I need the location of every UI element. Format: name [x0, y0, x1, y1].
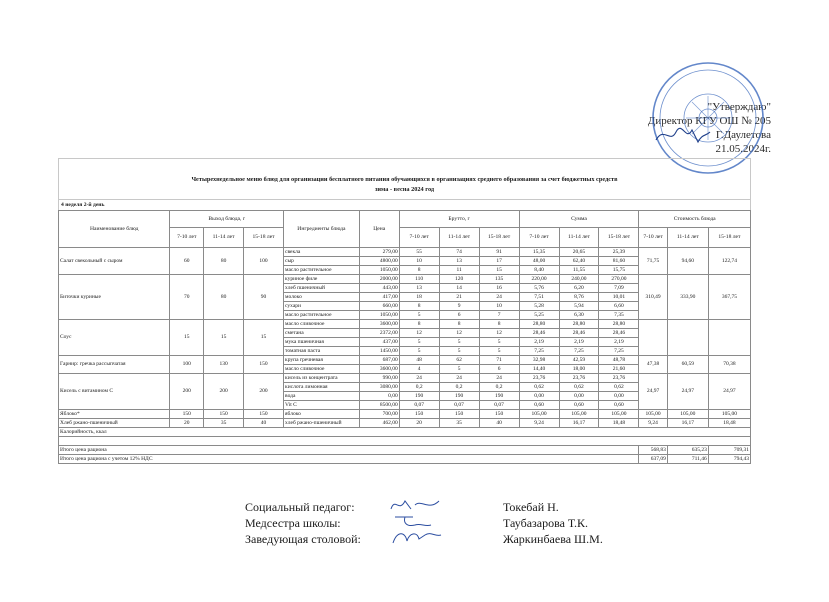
- ingredient-gross: 8: [399, 266, 439, 275]
- ingredient-price: 2372,00: [359, 329, 399, 338]
- vat-total-row: [59, 455, 751, 464]
- ingredient-price: 462,00: [359, 419, 399, 428]
- dish-cost: 9,24: [639, 419, 667, 428]
- ingredient-gross: 5: [439, 365, 479, 374]
- ingredient-sum: 0,62: [559, 383, 599, 392]
- dish-cost: 105,00: [708, 410, 750, 419]
- ingredient-price: 437,00: [359, 338, 399, 347]
- ingredient-gross: 71: [479, 356, 519, 365]
- header-age: 11-14 лет: [559, 228, 599, 248]
- ingredient-sum: 270,00: [599, 275, 639, 284]
- ingredient-gross: 7: [479, 311, 519, 320]
- ingredient-sum: 105,00: [519, 410, 559, 419]
- ingredient-name: крупа гречневая: [284, 356, 360, 365]
- ingredient-price: 700,00: [359, 410, 399, 419]
- signature-row: [245, 532, 645, 548]
- dish-name: Гарнир: гречка рассыпчатая: [59, 356, 170, 374]
- table-row: [59, 374, 751, 383]
- dish-name: Хлеб ржано-пшеничный: [59, 419, 170, 428]
- ingredient-gross: 24: [479, 374, 519, 383]
- ingredient-gross: 62: [439, 356, 479, 365]
- ingredient-gross: 14: [439, 284, 479, 293]
- ingredient-gross: 11: [439, 266, 479, 275]
- ingredient-gross: 17: [479, 257, 519, 266]
- ingredient-sum: 5,76: [519, 284, 559, 293]
- ingredient-gross: 24: [479, 293, 519, 302]
- ingredient-gross: 8: [399, 320, 439, 329]
- signature-name: Таубазарова Т.К.: [503, 516, 589, 530]
- ration-total-row: [59, 446, 751, 455]
- table-row: [59, 248, 751, 257]
- ingredient-price: 687,00: [359, 356, 399, 365]
- approval-line-1: "Утверждаю": [707, 101, 771, 113]
- dish-output: 40: [244, 419, 284, 428]
- ingredient-sum: 23,76: [519, 374, 559, 383]
- ingredient-sum: 6,30: [559, 311, 599, 320]
- ingredient-sum: 25,39: [599, 248, 639, 257]
- ingredient-price: 660,00: [359, 302, 399, 311]
- dish-output: 60: [170, 248, 204, 275]
- ingredient-gross: 10: [479, 302, 519, 311]
- dish-output: 200: [244, 374, 284, 410]
- dish-name: Яблоко*: [59, 410, 170, 419]
- ingredient-sum: 0,00: [519, 392, 559, 401]
- ingredient-sum: 7,25: [599, 347, 639, 356]
- ingredient-gross: 5: [479, 338, 519, 347]
- header-ingredients: Ингредиенты блюда: [284, 211, 360, 248]
- ingredient-sum: 15,35: [519, 248, 559, 257]
- document-title: Четырехнедельное меню блюд для организации бесплатного питания обучающихся в организациях среднего образования за счет бюджетных средств: [191, 176, 618, 183]
- ingredient-sum: 20,65: [559, 248, 599, 257]
- ingredient-gross: 150: [479, 410, 519, 419]
- header-price: Цена: [359, 211, 399, 248]
- ingredient-gross: 135: [479, 275, 519, 284]
- dish-output: 130: [204, 356, 244, 374]
- ingredient-gross: 10: [399, 257, 439, 266]
- signature-role: Медсестра школы:: [245, 516, 341, 530]
- ingredient-sum: 28,80: [559, 320, 599, 329]
- ingredient-sum: 7,09: [599, 284, 639, 293]
- dish-cost: 71,75: [639, 248, 667, 275]
- ingredient-price: 1050,00: [359, 266, 399, 275]
- header-age: 15-18 лет: [599, 228, 639, 248]
- ingredient-gross: 120: [439, 275, 479, 284]
- ingredient-sum: 6,60: [599, 302, 639, 311]
- ingredient-price: 990,00: [359, 374, 399, 383]
- header-age: 15-18 лет: [479, 228, 519, 248]
- dish-cost: 70,38: [708, 356, 750, 374]
- dish-name: Соус: [59, 320, 170, 356]
- ingredient-sum: 220,00: [519, 275, 559, 284]
- ingredient-gross: 15: [479, 266, 519, 275]
- ingredient-sum: 62,40: [559, 257, 599, 266]
- ingredient-sum: 7,25: [559, 347, 599, 356]
- ingredient-sum: 9,24: [519, 419, 559, 428]
- ingredient-sum: 48,78: [599, 356, 639, 365]
- ingredient-sum: 0,60: [599, 401, 639, 410]
- ingredient-price: 443,00: [359, 284, 399, 293]
- ingredient-price: 417,00: [359, 293, 399, 302]
- dish-output: 150: [244, 410, 284, 419]
- header-gross: Брутто, г: [399, 211, 519, 228]
- ingredient-gross: 12: [479, 329, 519, 338]
- dish-output: 150: [170, 410, 204, 419]
- header-age: 15-18 лет: [244, 228, 284, 248]
- ingredient-gross: 5: [399, 347, 439, 356]
- dish-name: Кисель с витамином С: [59, 374, 170, 410]
- ingredient-name: вода: [284, 392, 360, 401]
- total-value: 711,46: [667, 455, 708, 464]
- ingredient-price: 4800,00: [359, 257, 399, 266]
- table-row: [59, 275, 751, 284]
- header-age: 7-10 лет: [519, 228, 559, 248]
- signature-role: Социальный педагог:: [245, 500, 355, 514]
- dish-output: 35: [204, 419, 244, 428]
- total-value: 568,83: [639, 446, 667, 455]
- dish-output: 20: [170, 419, 204, 428]
- header-cost: Стоимость блюда: [639, 211, 751, 228]
- header-age: 11-14 лет: [667, 228, 708, 248]
- ingredient-sum: 10,01: [599, 293, 639, 302]
- ingredient-sum: 8,76: [559, 293, 599, 302]
- ingredient-sum: 0,62: [519, 383, 559, 392]
- ingredient-name: молоко: [284, 293, 360, 302]
- ingredient-sum: 5,94: [559, 302, 599, 311]
- ingredient-sum: 0,60: [519, 401, 559, 410]
- dish-output: 80: [204, 248, 244, 275]
- approval-line-2: Директор КГУ ОШ № 205: [647, 115, 771, 127]
- director-signature-icon: [652, 122, 712, 148]
- ingredient-gross: 21: [439, 293, 479, 302]
- dish-cost: 60,59: [667, 356, 708, 374]
- ingredient-price: 3080,00: [359, 383, 399, 392]
- ingredient-gross: 8: [479, 320, 519, 329]
- dish-name: Салат свекольный с сыром: [59, 248, 170, 275]
- blank-row: [59, 437, 751, 446]
- ingredient-name: куриное филе: [284, 275, 360, 284]
- header-age: 11-14 лет: [204, 228, 244, 248]
- ingredient-price: 3600,00: [359, 365, 399, 374]
- ingredient-sum: 0,60: [559, 401, 599, 410]
- ingredient-sum: 23,76: [599, 374, 639, 383]
- ingredient-gross: 110: [399, 275, 439, 284]
- ingredient-name: масло растительное: [284, 311, 360, 320]
- dish-output: 15: [204, 320, 244, 356]
- table-row: [59, 419, 751, 428]
- ingredient-name: яблоко: [284, 410, 360, 419]
- ingredient-gross: 8: [399, 302, 439, 311]
- ingredient-sum: 240,00: [559, 275, 599, 284]
- dish-cost: 105,00: [639, 410, 667, 419]
- ingredient-gross: 91: [479, 248, 519, 257]
- ingredient-gross: 0,2: [439, 383, 479, 392]
- ingredient-gross: 190: [399, 392, 439, 401]
- ingredient-name: томатная паста: [284, 347, 360, 356]
- dish-output: 200: [170, 374, 204, 410]
- ingredient-gross: 0,07: [479, 401, 519, 410]
- dish-cost: 47,38: [639, 356, 667, 374]
- ingredient-sum: 2,19: [559, 338, 599, 347]
- ingredient-gross: 190: [479, 392, 519, 401]
- signature-name: Токебай Н.: [503, 500, 559, 514]
- ingredient-sum: 14,40: [519, 365, 559, 374]
- dish-cost: 310,49: [639, 275, 667, 320]
- ingredient-name: свекла: [284, 248, 360, 257]
- signature-role: Заведующая столовой:: [245, 532, 361, 546]
- total-value: 635,23: [667, 446, 708, 455]
- blank-cell: [59, 437, 751, 446]
- ingredient-price: 2000,00: [359, 275, 399, 284]
- ingredient-sum: 28,80: [599, 320, 639, 329]
- header-age: 7-10 лет: [170, 228, 204, 248]
- ingredient-sum: 0,62: [599, 383, 639, 392]
- dish-output: 150: [244, 356, 284, 374]
- ingredient-price: 8500,00: [359, 401, 399, 410]
- dish-cost: 24,97: [667, 374, 708, 410]
- menu-table: [58, 210, 751, 464]
- dish-cost: 94,60: [667, 248, 708, 275]
- ingredient-name: хлеб пшеничный: [284, 284, 360, 293]
- ingredient-sum: 28,46: [519, 329, 559, 338]
- header-sum: Сумма: [519, 211, 639, 228]
- ingredient-name: кисель из концентрата: [284, 374, 360, 383]
- dish-cost: 367,75: [708, 275, 750, 320]
- ingredient-sum: 48,00: [519, 257, 559, 266]
- ingredient-gross: 190: [439, 392, 479, 401]
- ingredient-sum: 15,75: [599, 266, 639, 275]
- ingredient-gross: 74: [439, 248, 479, 257]
- dish-output: 80: [204, 275, 244, 320]
- total-label: Итого цена рациона с учетом 12% НДС: [59, 455, 639, 464]
- ingredient-sum: 7,51: [519, 293, 559, 302]
- ingredient-sum: 2,19: [519, 338, 559, 347]
- ingredient-sum: 5,25: [519, 311, 559, 320]
- ingredient-gross: 5: [399, 311, 439, 320]
- calories-label: Калорийность, ккал: [59, 428, 751, 437]
- ingredient-name: масло растительное: [284, 266, 360, 275]
- total-value: 709,31: [708, 446, 750, 455]
- ingredient-sum: 32,98: [519, 356, 559, 365]
- ingredient-gross: 5: [399, 338, 439, 347]
- ingredient-sum: 8,40: [519, 266, 559, 275]
- ingredient-name: масло сливочное: [284, 320, 360, 329]
- ingredient-gross: 12: [399, 329, 439, 338]
- ingredient-gross: 0,2: [479, 383, 519, 392]
- dish-cost: 18,48: [708, 419, 750, 428]
- approval-line-3: Г.Даулетова: [715, 129, 771, 141]
- ingredient-sum: 5,28: [519, 302, 559, 311]
- dish-cost: [639, 320, 667, 356]
- header-age: 15-18 лет: [708, 228, 750, 248]
- ingredient-gross: 4: [399, 365, 439, 374]
- menu-sheet: [58, 158, 751, 464]
- ingredient-name: сыр: [284, 257, 360, 266]
- ingredient-gross: 5: [439, 338, 479, 347]
- table-row: [59, 356, 751, 365]
- total-value: 794,43: [708, 455, 750, 464]
- ingredient-price: 0,00: [359, 392, 399, 401]
- signature-mark-icon: [385, 527, 445, 547]
- dish-cost: 16,17: [667, 419, 708, 428]
- ingredient-price: 1050,00: [359, 311, 399, 320]
- dish-output: 200: [204, 374, 244, 410]
- ingredient-sum: 6,20: [559, 284, 599, 293]
- ingredient-gross: 0,07: [439, 401, 479, 410]
- dish-output: 90: [244, 275, 284, 320]
- dish-cost: 122,74: [708, 248, 750, 275]
- dish-cost: 333,90: [667, 275, 708, 320]
- ingredient-gross: 150: [399, 410, 439, 419]
- ingredient-sum: 2,19: [599, 338, 639, 347]
- ingredient-sum: 18,00: [559, 365, 599, 374]
- document-subtitle: зима - весна 2024 год: [374, 186, 435, 193]
- ingredient-name: хлеб ржано-пшеничный: [284, 419, 360, 428]
- total-value: 637,09: [639, 455, 667, 464]
- ingredient-gross: 35: [439, 419, 479, 428]
- ingredient-sum: 105,00: [599, 410, 639, 419]
- dish-cost: [708, 320, 750, 356]
- ingredient-name: Vit C: [284, 401, 360, 410]
- ingredient-gross: 24: [399, 374, 439, 383]
- ingredient-sum: 28,46: [599, 329, 639, 338]
- header-age: 7-10 лет: [399, 228, 439, 248]
- ingredient-gross: 9: [439, 302, 479, 311]
- ingredient-gross: 8: [439, 320, 479, 329]
- ingredient-gross: 55: [399, 248, 439, 257]
- dish-cost: [667, 320, 708, 356]
- ingredient-sum: 18,48: [599, 419, 639, 428]
- ingredient-sum: 0,00: [599, 392, 639, 401]
- calories-row: [59, 428, 751, 437]
- ingredient-sum: 0,00: [559, 392, 599, 401]
- ingredient-name: масло сливочное: [284, 365, 360, 374]
- total-label: Итого цена рациона: [59, 446, 639, 455]
- dish-cost: 105,00: [667, 410, 708, 419]
- ingredient-gross: 24: [439, 374, 479, 383]
- ingredient-sum: 81,60: [599, 257, 639, 266]
- dish-name: Биточки куриные: [59, 275, 170, 320]
- ingredient-sum: 28,80: [519, 320, 559, 329]
- ingredient-sum: 105,00: [559, 410, 599, 419]
- signature-row: [245, 516, 645, 532]
- week-label: 4 неделя 2-й день: [58, 199, 751, 210]
- dish-output: 100: [170, 356, 204, 374]
- header-age: 7-10 лет: [639, 228, 667, 248]
- title-block: [58, 158, 751, 199]
- dish-output: 15: [170, 320, 204, 356]
- ingredient-gross: 13: [439, 257, 479, 266]
- ingredient-price: 279,00: [359, 248, 399, 257]
- ingredient-gross: 40: [479, 419, 519, 428]
- ingredient-gross: 0,07: [399, 401, 439, 410]
- ingredient-gross: 48: [399, 356, 439, 365]
- ingredient-sum: 7,35: [599, 311, 639, 320]
- ingredient-gross: 6: [479, 365, 519, 374]
- approval-line-4: 21.05.2024г.: [715, 143, 771, 155]
- ingredient-name: кислота лимонная: [284, 383, 360, 392]
- table-row: [59, 410, 751, 419]
- ingredient-gross: 20: [399, 419, 439, 428]
- ingredient-gross: 18: [399, 293, 439, 302]
- ingredient-price: 3600,00: [359, 320, 399, 329]
- ingredient-sum: 7,25: [519, 347, 559, 356]
- ingredient-price: 1450,00: [359, 347, 399, 356]
- signature-block: [245, 500, 645, 548]
- dish-output: 15: [244, 320, 284, 356]
- dish-output: 70: [170, 275, 204, 320]
- ingredient-gross: 5: [439, 347, 479, 356]
- ingredient-gross: 0,2: [399, 383, 439, 392]
- ingredient-gross: 13: [399, 284, 439, 293]
- dish-cost: 24,97: [708, 374, 750, 410]
- ingredient-sum: 21,60: [599, 365, 639, 374]
- ingredient-name: мука пшеничная: [284, 338, 360, 347]
- signature-row: [245, 500, 645, 516]
- ingredient-name: сухари: [284, 302, 360, 311]
- signature-name: Жаркинбаева Ш.М.: [503, 532, 603, 546]
- ingredient-gross: 150: [439, 410, 479, 419]
- header-dish: Наименование блюд: [59, 211, 170, 248]
- ingredient-sum: 28,46: [559, 329, 599, 338]
- ingredient-sum: 11,55: [559, 266, 599, 275]
- ingredient-sum: 23,76: [559, 374, 599, 383]
- table-row: [59, 320, 751, 329]
- ingredient-gross: 12: [439, 329, 479, 338]
- dish-output: 100: [244, 248, 284, 275]
- ingredient-gross: 5: [479, 347, 519, 356]
- ingredient-gross: 6: [439, 311, 479, 320]
- dish-cost: 24,97: [639, 374, 667, 410]
- ingredient-gross: 16: [479, 284, 519, 293]
- header-output: Выход блюда, г: [170, 211, 284, 228]
- ingredient-name: сметана: [284, 329, 360, 338]
- ingredient-sum: 42,59: [559, 356, 599, 365]
- ingredient-sum: 16,17: [559, 419, 599, 428]
- dish-output: 150: [204, 410, 244, 419]
- header-age: 11-14 лет: [439, 228, 479, 248]
